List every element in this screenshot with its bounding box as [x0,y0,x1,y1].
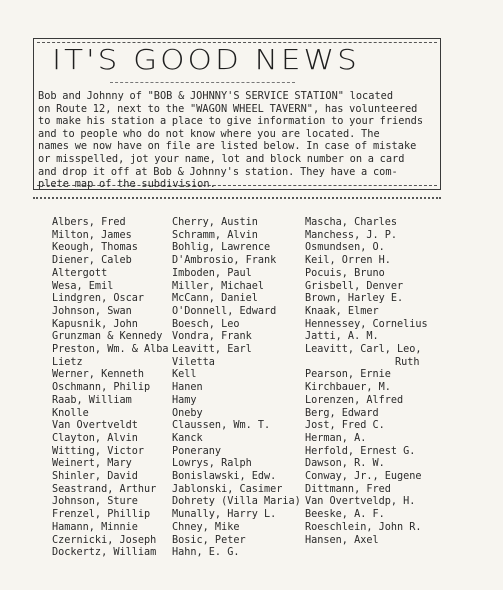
name-entry: Brown, Harley E. [305,293,404,305]
name-entry: Weinert, Mary [52,458,132,470]
name-entry: O'Donnell, Edward [172,305,277,317]
announcement-line: and to people who do not know where you are located. The [38,127,380,140]
name-entry: Keil, Orren H. [305,255,391,267]
announcement-line: names we now have on file are listed below. In case of mistake [38,140,417,153]
name-entry: Lietz [52,356,83,368]
name-entry: Kapusnik, John [52,318,138,330]
name-entry: Knolle [52,407,89,419]
name-entry: Leavitt, Carl, Leo, [305,344,422,356]
name-entry: Ruth [395,356,420,368]
name-entry: Roeschlein, John R. [305,521,422,533]
headline: IT'S GOOD NEWS [52,44,360,77]
name-entry: Kirchbauer, M. [305,382,391,394]
name-entry: Lindgren, Oscar [52,293,145,305]
name-entry: Altergott [52,267,108,279]
name-entry: Leavitt, Earl [172,344,252,356]
name-entry: Johnson, Swan [52,305,132,317]
name-entry: Diener, Caleb [52,255,132,267]
name-entry: Knaak, Elmer [305,305,379,317]
name-entry: Shinler, David [52,471,138,483]
name-entry: Pearson, Ernie [305,369,391,381]
name-entry: Raab, William [52,394,132,406]
names-column-1 [52,217,169,560]
name-entry: Lorenzen, Alfred [305,394,404,406]
names-column-3 [305,217,428,547]
announcement-text [38,90,436,191]
name-entry: McCann, Daniel [172,293,258,305]
name-entry: Hennessey, Cornelius [305,318,428,330]
announcement-line: or misspelled, jot your name, lot and block number on a card [38,152,405,165]
name-entry: Wesa, Emil [52,280,114,292]
name-entry: Chney, Mike [172,521,240,533]
name-entry: Vondra, Frank [172,331,252,343]
name-entry: Czernicki, Joseph [52,534,157,546]
name-entry: Hansen, Axel [305,534,379,546]
name-entry: Kell [172,369,197,381]
name-entry: Bohlig, Lawrence [172,242,271,254]
name-entry: Munally, Harry L. [172,509,277,521]
name-entry: Keough, Thomas [52,242,138,254]
name-entry: Dohrety (Villa Maria) [172,496,301,508]
name-entry: Seastrand, Arthur [52,483,157,495]
name-entry: Ponerany [172,445,222,457]
name-entry: Herman, A. [305,432,367,444]
name-entry: Johnson, Sture [52,496,138,508]
name-entry: Oneby [172,407,203,419]
name-entry: Conway, Jr., Eugene [305,471,422,483]
name-entry: Werner, Kenneth [52,369,145,381]
name-entry: Bosic, Peter [172,534,246,546]
name-entry: Beeske, A. F. [305,509,385,521]
name-entry: Herfold, Ernest G. [305,445,416,457]
name-entry: Witting, Victor [52,445,145,457]
name-entry: Van Overtveldt [52,420,138,432]
name-entry: Osmundsen, O. [305,242,385,254]
names-column-2 [172,217,301,560]
announcement-line: and drop it off at Bob & Johnny's station. They have a com- [38,165,398,178]
name-entry: Oschmann, Philip [52,382,151,394]
name-entry: Viletta [172,356,215,368]
name-entry: Mascha, Charles [305,217,398,228]
announcement-line: to make his station a place to give information to your friends [38,115,424,128]
name-entry: Hahn, E. G. [172,547,240,559]
name-entry: Imboden, Paul [172,267,252,279]
name-entry: Preston, Wm. & Alba [52,344,169,356]
name-entry: Milton, James [52,229,132,241]
name-entry: Jatti, A. M. [305,331,379,343]
name-entry: Dockertz, William [52,547,157,559]
name-entry: Manchess, J. P. [305,229,398,241]
section-divider [33,197,441,199]
name-entry: Pocuis, Bruno [305,267,385,279]
name-entry: Boesch, Leo [172,318,240,330]
headline-underline [110,82,295,83]
name-entry: Frenzel, Phillip [52,509,151,521]
name-entry: Lowrys, Ralph [172,458,252,470]
name-entry: Miller, Michael [172,280,265,292]
name-entry: Dawson, R. W. [305,458,385,470]
name-entry: Dittmann, Fred [305,483,391,495]
name-entry: Hanen [172,382,203,394]
name-entry: Jost, Fred C. [305,420,385,432]
name-entry: Schramm, Alvin [172,229,258,241]
name-entry: Jablonski, Casimer [172,483,283,495]
name-entry: Kanck [172,432,203,444]
name-entry: D'Ambrosio, Frank [172,255,277,267]
name-entry: Bonislawski, Edw. [172,471,277,483]
name-entry: Claussen, Wm. T. [172,420,271,432]
name-entry: Cherry, Austin [172,217,258,228]
announcement-line: Bob and Johnny of "BOB & JOHNNY'S SERVICE STATION" located [38,90,394,102]
name-entry: Grunzman & Kennedy [52,331,163,343]
name-entry: Grisbell, Denver [305,280,404,292]
name-entry: Van Overtveldp, H. [305,496,416,508]
name-entry: Albers, Fred [52,217,126,228]
announcement-line: plete map of the subdivision. [38,178,216,191]
name-entry: Hamann, Minnie [52,521,138,533]
name-entry: Berg, Edward [305,407,379,419]
name-entry: Clayton, Alvin [52,432,138,444]
name-entry: Hamy [172,394,197,406]
announcement-line: on Route 12, next to the "WAGON WHEEL TAVERN", has volunteered [38,102,418,115]
